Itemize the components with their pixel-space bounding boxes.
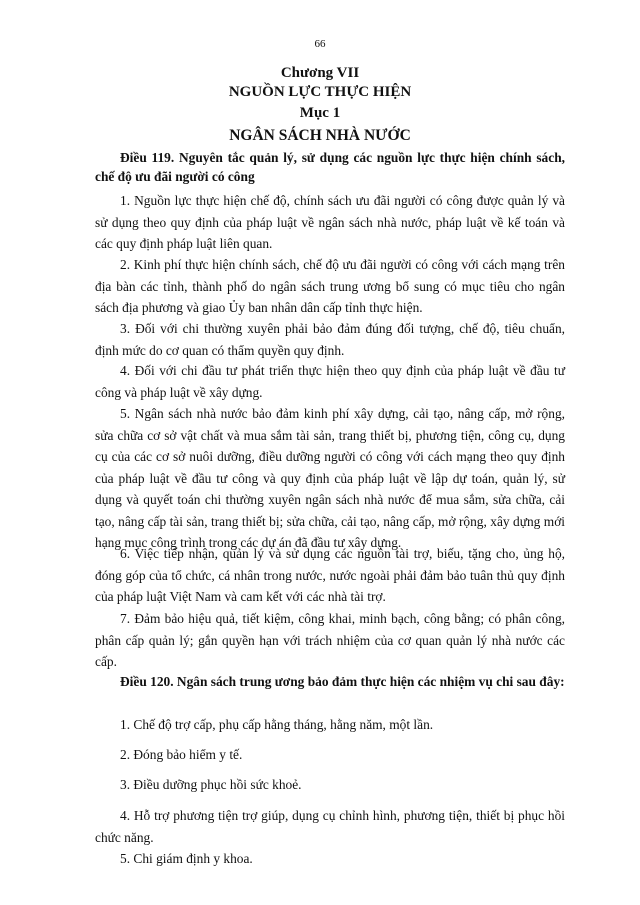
- article-120-item-1: 1. Chế độ trợ cấp, phụ cấp hằng tháng, hằng năm, một lần.: [120, 717, 434, 732]
- article-120-item-4: 4. Hỗ trợ phương tiện trợ giúp, dụng cụ chỉnh hình, phương tiện, thiết bị phục hồi chức năng.: [95, 808, 565, 845]
- article-119-item-2: 2. Kinh phí thực hiện chính sách, chế độ ưu đãi người có công với cách mạng trên địa bàn các tỉnh, thành phố do ngân sách trung ương bổ sung có mục tiêu cho ngân sách địa phương và giao Ủy ban nhân dân cấp tỉnh thực hiện.: [95, 257, 565, 315]
- article-120-item-2: 2. Đóng bảo hiểm y tế.: [120, 747, 243, 762]
- section-title: NGÂN SÁCH NHÀ NƯỚC: [229, 127, 411, 144]
- section-label: Mục 1: [299, 105, 341, 121]
- article-119-item-7: 7. Đảm bảo hiệu quả, tiết kiệm, công khai, minh bạch, công bằng; có phân công, phân cấp quản lý; gắn quyền hạn với trách nhiệm của cơ quan quản lý nhà nước các cấp.: [95, 611, 565, 669]
- chapter-label: Chương VII: [280, 65, 360, 81]
- article-120-item-3: 3. Điều dưỡng phục hồi sức khoẻ.: [120, 777, 302, 792]
- chapter-title: NGUỒN LỰC THỰC HIỆN: [228, 84, 412, 100]
- article-120-item-5: 5. Chi giám định y khoa.: [120, 851, 253, 866]
- article-119-title: Điều 119. Nguyên tắc quản lý, sử dụng các nguồn lực thực hiện chính sách, chế độ ưu đãi người có công: [95, 150, 565, 184]
- article-119-item-4: 4. Đối với chi đầu tư phát triển thực hiện theo quy định của pháp luật về đầu tư công và pháp luật về xây dựng.: [95, 363, 565, 400]
- article-119-item-6: 6. Việc tiếp nhận, quản lý và sử dụng các nguồn tài trợ, biếu, tặng cho, ủng hộ, đóng góp của tổ chức, cá nhân trong nước, nước ngoài phải đảm bảo tuân thủ quy định của pháp luật Việt Nam và cam kết với các nhà tài trợ.: [95, 546, 565, 604]
- article-119-item-3: 3. Đối với chi thường xuyên phải bảo đảm đúng đối tượng, chế độ, tiêu chuẩn, định mức do cơ quan có thẩm quyền quy định.: [95, 321, 565, 358]
- page-number: 66: [314, 38, 326, 50]
- article-119-item-5: 5. Ngân sách nhà nước bảo đảm kinh phí xây dựng, cải tạo, nâng cấp, mở rộng, sửa chữa cơ sở vật chất và mua sắm tài sản, trang thiết bị, phương tiện, công cụ, dụng cụ của các cơ sở nuôi dưỡng, điều dưỡng người có công với cách mạng theo quy định của pháp luật về đầu tư công và quy định của pháp luật về lập dự toán, quản lý, sử dụng và quyết toán chi thường xuyên ngân sách nhà nước để mua sắm, sửa chữa, cải tạo, nâng cấp tài sản, trang thiết bị; sửa chữa, cải tạo, nâng cấp, mở rộng, xây dựng mới hạng mục công trình trong các dự án đã đầu tư xây dựng.: [95, 406, 565, 550]
- article-120-title: Điều 120. Ngân sách trung ương bảo đảm thực hiện các nhiệm vụ chi sau đây:: [120, 674, 565, 689]
- article-119-item-1: 1. Nguồn lực thực hiện chế độ, chính sách ưu đãi người có công được quản lý và sử dụng theo quy định của pháp luật về ngân sách nhà nước, pháp luật về kế toán và các quy định pháp luật liên quan.: [95, 193, 565, 251]
